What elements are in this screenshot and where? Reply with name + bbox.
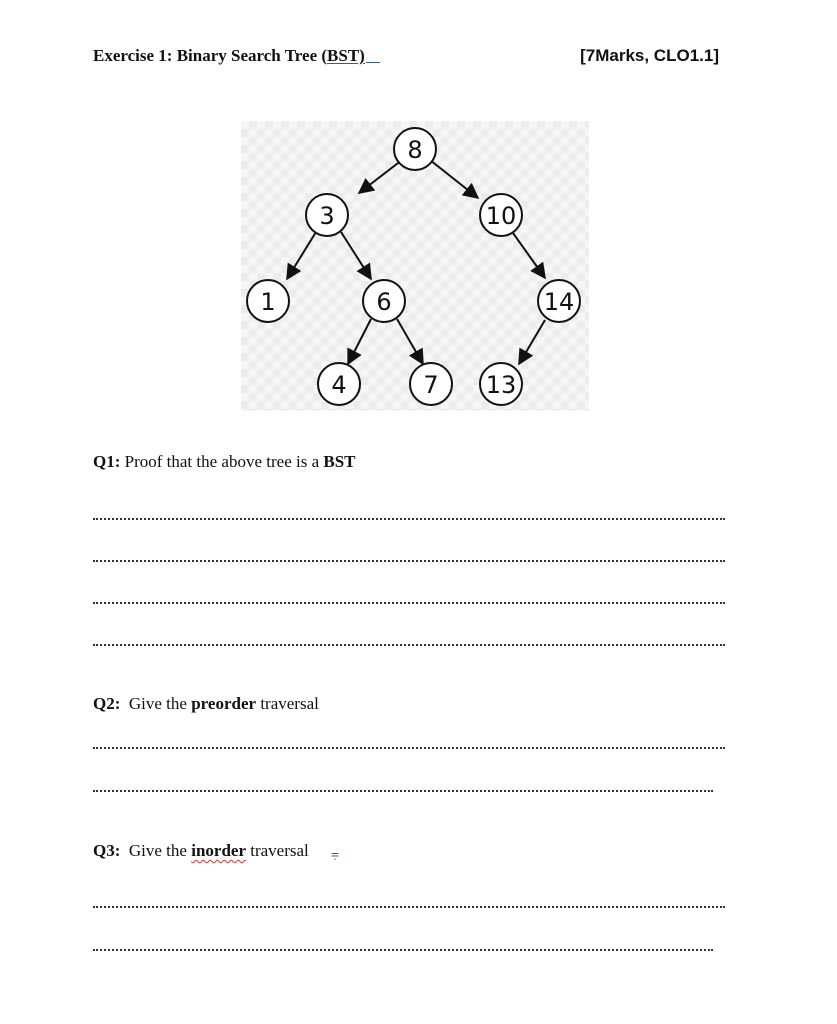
- question-1-text: Proof that the above tree is a: [124, 452, 320, 471]
- node-8-label: 8: [407, 136, 423, 164]
- exercise-title-bst[interactable]: BST): [327, 46, 365, 65]
- question-1: [93, 452, 356, 472]
- answer-line-q1-2[interactable]: [93, 560, 725, 562]
- exercise-title-prefix: Exercise 1: Binary Search Tree (: [93, 46, 328, 65]
- question-2: [93, 694, 319, 714]
- edge-8-3: [359, 160, 402, 193]
- edge-6-4: [348, 319, 371, 364]
- node-8: [394, 128, 436, 170]
- question-2-text-after: traversal: [260, 694, 319, 713]
- question-1-number: Q1:: [93, 452, 121, 471]
- answer-line-q3-2[interactable]: [93, 949, 713, 951]
- node-6: [363, 280, 405, 322]
- answer-line-q2-1[interactable]: [93, 747, 725, 749]
- question-3-text-after: traversal: [250, 841, 309, 860]
- answer-line-q1-4[interactable]: [93, 644, 725, 646]
- underline-trail: [366, 61, 380, 63]
- edge-6-7: [397, 319, 423, 364]
- question-3-text-before: Give the: [128, 841, 187, 860]
- node-1: [247, 280, 289, 322]
- answer-line-q1-3[interactable]: [93, 602, 725, 604]
- node-14: [538, 280, 580, 322]
- question-3-emphasis: inorder: [191, 841, 246, 860]
- node-7: [410, 363, 452, 405]
- question-2-emphasis: preorder: [191, 694, 257, 713]
- node-7-label: 7: [423, 371, 439, 399]
- question-2-text-before: Give the: [128, 694, 187, 713]
- question-1-emphasis: BST: [323, 452, 356, 471]
- node-10: [480, 194, 522, 236]
- node-6-label: 6: [376, 288, 392, 316]
- answer-line-q1-1[interactable]: [93, 518, 725, 520]
- node-1-label: 1: [260, 288, 276, 316]
- node-13-label: 13: [485, 371, 517, 399]
- question-3: [93, 841, 339, 862]
- question-2-number: Q2:: [93, 694, 121, 713]
- exercise-title: [93, 46, 380, 66]
- edge-3-1: [287, 232, 316, 279]
- answer-line-q2-2[interactable]: [93, 790, 713, 792]
- node-4: [318, 363, 360, 405]
- edge-8-10: [430, 160, 478, 198]
- text-cursor-mark-icon: ⩦: [331, 846, 340, 862]
- question-3-number: Q3:: [93, 841, 121, 860]
- node-14-label: 14: [543, 288, 575, 316]
- answer-line-q3-1[interactable]: [93, 906, 725, 908]
- bst-diagram: [241, 121, 589, 411]
- bst-diagram-svg: [241, 121, 589, 411]
- node-4-label: 4: [331, 371, 347, 399]
- node-3: [306, 194, 348, 236]
- marks-label: [7Marks, CLO1.1]: [580, 46, 719, 65]
- node-10-label: 10: [485, 202, 517, 230]
- node-3-label: 3: [319, 202, 335, 230]
- node-13: [480, 363, 522, 405]
- edge-3-6: [341, 232, 371, 279]
- edge-10-14: [513, 233, 545, 278]
- edge-14-13: [519, 320, 545, 364]
